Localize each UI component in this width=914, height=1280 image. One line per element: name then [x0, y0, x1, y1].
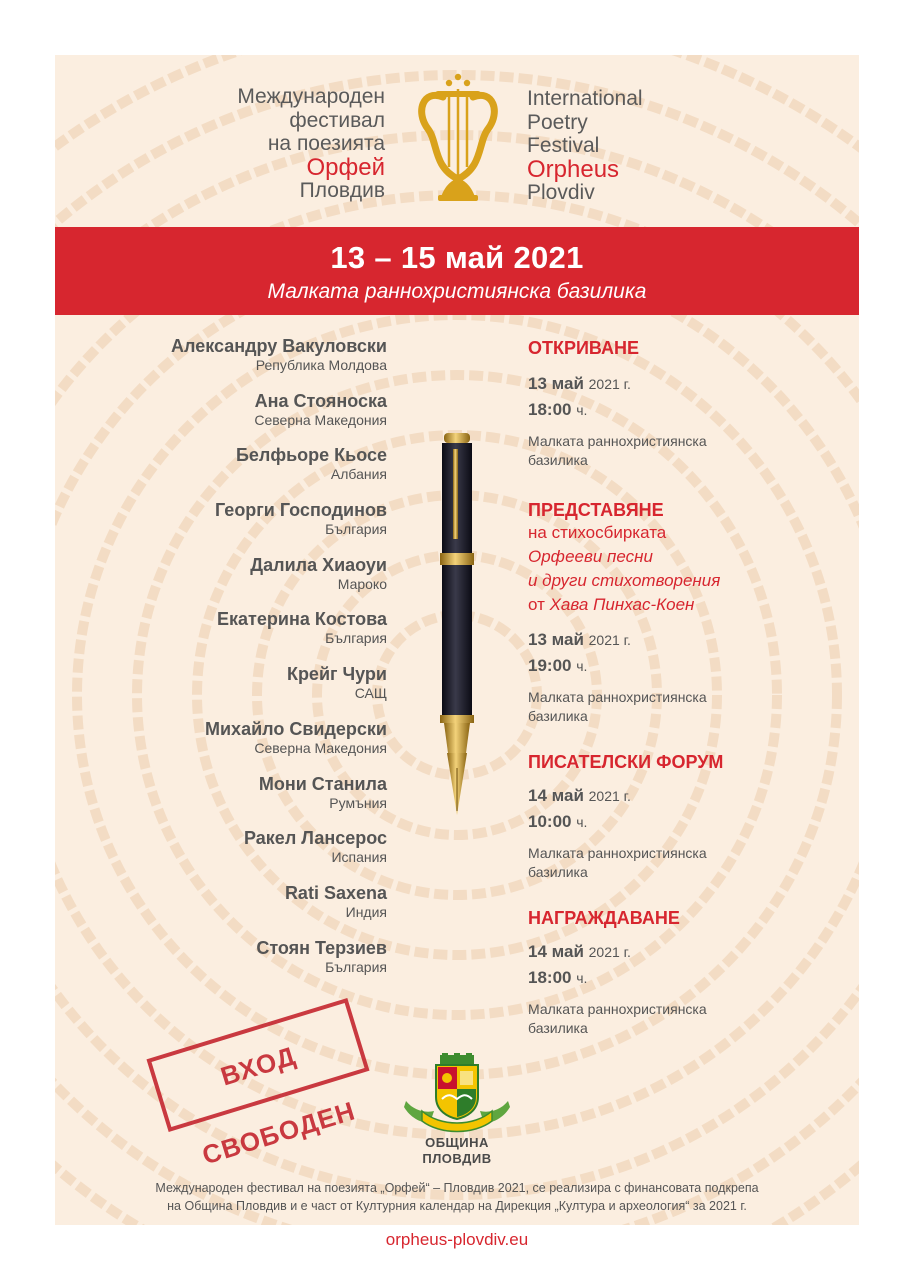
- poet-name: Стоян Терзиев: [256, 937, 387, 958]
- poet-name: Rati Saxena: [284, 882, 387, 903]
- event-year: 2021 г.: [588, 632, 631, 648]
- event-hour: 10:00: [528, 812, 572, 831]
- book-title-line: и други стихотворения: [528, 571, 721, 590]
- bg-city: Пловдив: [299, 179, 385, 202]
- event-writers-forum: [528, 751, 828, 882]
- poet-country: Албания: [330, 466, 387, 483]
- funding-note: [55, 1179, 859, 1215]
- event-date: [528, 371, 828, 397]
- event-place-line: базилика: [528, 452, 588, 468]
- event-hour: 18:00: [528, 968, 572, 987]
- event-time: [528, 397, 828, 423]
- funding-note-line-1: Международен фестивал на поезията „Орфей“ – Пловдив 2021, се реализира с финансовата подкрепа: [155, 1181, 759, 1195]
- author-prefix: от: [528, 595, 550, 614]
- poet-name: Георги Господинов: [215, 500, 387, 521]
- poet-country: Испания: [331, 849, 387, 866]
- poet-country: Индия: [345, 903, 387, 920]
- event-place-line: базилика: [528, 864, 588, 880]
- poet-item: [105, 390, 387, 445]
- poster: [55, 55, 859, 1225]
- event-place: [528, 844, 828, 882]
- poet-name: Белфьоре Кьосе: [235, 445, 387, 466]
- book-title-line: Орфееви песни: [528, 547, 653, 566]
- en-line-3: Festival: [527, 134, 600, 157]
- event-date: [528, 627, 828, 653]
- event-hour: 18:00: [528, 400, 572, 419]
- festival-venue: Малката раннохристиянска базилика: [267, 280, 647, 303]
- poet-country: България: [325, 630, 387, 647]
- poet-country: САЩ: [354, 685, 387, 702]
- event-date: [528, 939, 828, 965]
- en-line-2: Poetry: [527, 110, 588, 134]
- event-unit: ч.: [576, 402, 588, 418]
- festival-name-bulgarian: [205, 85, 385, 203]
- poet-item: [105, 499, 387, 554]
- event-place: [528, 432, 828, 470]
- en-city: Plovdiv: [527, 181, 595, 204]
- poet-list: [105, 335, 387, 991]
- event-place-line: Малката раннохристиянска: [528, 433, 707, 449]
- poet-country: Румъния: [329, 794, 387, 811]
- event-year: 2021 г.: [588, 788, 631, 804]
- fountain-pen-icon: [434, 433, 480, 815]
- poet-country: България: [325, 958, 387, 975]
- event-year: 2021 г.: [588, 944, 631, 960]
- poet-name: Александру Вакуловски: [171, 336, 387, 356]
- event-day: 13 май: [528, 630, 584, 649]
- poet-name: Михайло Свидерски: [205, 718, 387, 739]
- poet-name: Екатерина Костова: [217, 609, 387, 630]
- event-opening: [528, 337, 828, 470]
- poet-item: [105, 608, 387, 663]
- poet-name: Далила Хиаоуи: [250, 554, 387, 575]
- municipality-line-1: ОБЩИНА: [425, 1135, 489, 1150]
- festival-name-english: [527, 87, 727, 205]
- event-hour: 19:00: [528, 656, 572, 675]
- event-unit: ч.: [576, 970, 588, 986]
- event-day: 13 май: [528, 374, 584, 393]
- poet-item: [105, 554, 387, 609]
- municipality-line-2: ПЛОВДИВ: [422, 1151, 492, 1166]
- event-place-line: базилика: [528, 708, 588, 724]
- event-title: НАГРАЖДАВАНЕ: [528, 908, 680, 928]
- poet-item: [105, 718, 387, 773]
- event-place-line: базилика: [528, 1020, 588, 1036]
- event-unit: ч.: [576, 814, 588, 830]
- poet-country: Северна Македония: [254, 411, 387, 428]
- date-banner: [55, 227, 859, 315]
- event-title: ПИСАТЕЛСКИ ФОРУМ: [528, 752, 724, 772]
- free-entry-stamp: ВХОД СВОБОДЕН: [146, 998, 369, 1132]
- event-schedule: [528, 337, 828, 1038]
- poet-item: [105, 335, 387, 390]
- event-presentation: [528, 499, 828, 726]
- event-awards: [528, 907, 828, 1038]
- event-day: 14 май: [528, 942, 584, 961]
- poet-name: Ана Стояноска: [254, 390, 387, 411]
- event-year: 2021 г.: [588, 376, 631, 392]
- event-place: [528, 1000, 828, 1038]
- event-author-line: [528, 593, 828, 617]
- municipality-label: [382, 1135, 532, 1167]
- en-festival-accent: Orpheus: [527, 155, 620, 183]
- en-line-1: International: [527, 87, 643, 110]
- event-time: [528, 653, 828, 679]
- poet-item: [105, 663, 387, 718]
- bg-line-3: на поезията: [267, 132, 385, 155]
- poet-item: [105, 937, 387, 992]
- plovdiv-crest-icon: [400, 1053, 514, 1133]
- author-name: Хава Пинхас-Коен: [549, 595, 695, 614]
- event-title: ОТКРИВАНЕ: [528, 338, 640, 358]
- poet-item: [105, 444, 387, 499]
- funding-note-line-2: на Община Пловдив и е част от Културния календар на Дирекция „Култура и археология“ за 2021 г.: [167, 1199, 747, 1213]
- poet-country: Република Молдова: [255, 357, 387, 373]
- event-subtitle: на стихосбирката: [528, 523, 667, 542]
- poet-item: [105, 827, 387, 882]
- poet-item: [105, 773, 387, 828]
- bg-line-1: Международен: [237, 85, 385, 108]
- event-place-line: Малката раннохристиянска: [528, 689, 707, 705]
- event-unit: ч.: [576, 658, 588, 674]
- website-link[interactable]: orpheus-plovdiv.eu: [385, 1230, 529, 1249]
- event-day: 14 май: [528, 786, 584, 805]
- poet-country: България: [325, 521, 387, 538]
- poet-name: Крейг Чури: [286, 664, 387, 685]
- poet-country: Северна Македония: [254, 739, 387, 756]
- poet-country: Мароко: [337, 575, 387, 592]
- event-date: [528, 783, 828, 809]
- event-place-line: Малката раннохристиянска: [528, 845, 707, 861]
- event-time: [528, 965, 828, 991]
- lyre-icon: [413, 67, 503, 212]
- event-time: [528, 809, 828, 835]
- event-place-line: Малката раннохристиянска: [528, 1001, 707, 1017]
- festival-dates: 13 – 15 май 2021: [330, 240, 584, 275]
- bg-line-2: фестивал: [289, 108, 385, 132]
- bg-festival-accent: Орфей: [306, 153, 385, 181]
- event-place: [528, 688, 828, 726]
- poet-name: Мони Станила: [258, 773, 387, 794]
- poet-item: [105, 882, 387, 937]
- event-title: ПРЕДСТАВЯНЕ: [528, 500, 664, 520]
- poet-name: Ракел Лансерос: [244, 828, 387, 849]
